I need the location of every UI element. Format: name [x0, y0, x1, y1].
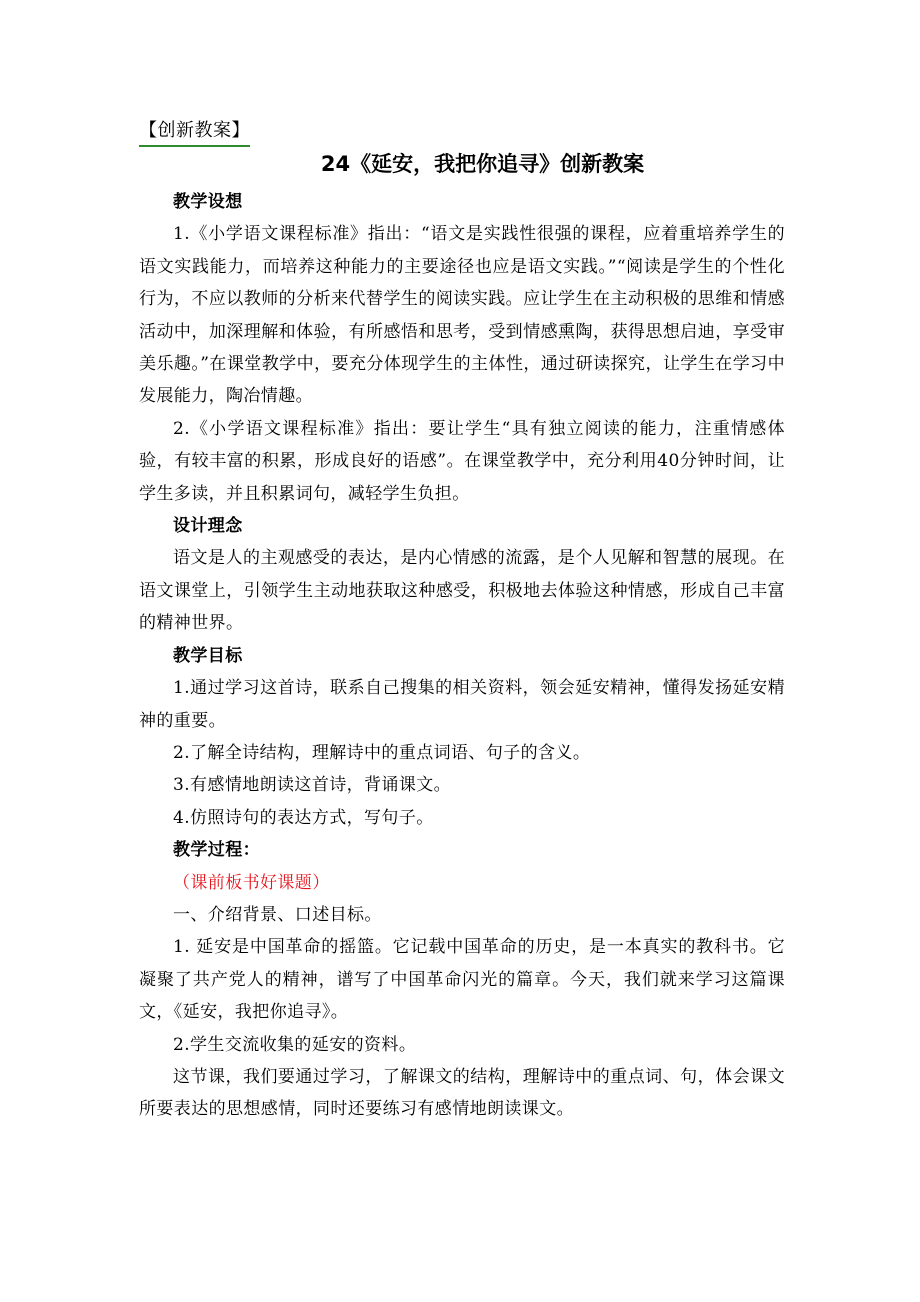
- paragraph: 2.《小学语文课程标准》指出：要让学生“具有独立阅读的能力，注重情感体验，有较丰富的积累，形成良好的语感”。在课堂教学中，充分利用40分钟时间，让学生多读，并且积累词句，减轻学生负担。: [139, 418, 785, 504]
- goal-item: 3.有感情地朗读这首诗，背诵课文。: [173, 775, 452, 796]
- document-tag: 【创新教案】: [139, 118, 250, 147]
- document-body: [139, 186, 785, 1126]
- paragraph: 语文是人的主观感受的表达，是内心情感的流露，是个人见解和智慧的展现。在语文课堂上，引领学生主动地获取这种感受，积极地去体验这种情感，形成自己丰富的精神世界。: [139, 548, 785, 634]
- section-heading-design-idea: 教学设想: [173, 192, 243, 212]
- goal-item: 2.了解全诗结构，理解诗中的重点词语、句子的含义。: [173, 742, 591, 763]
- board-note: （课前板书好课题）: [173, 872, 330, 893]
- section-heading-goals: 教学目标: [173, 645, 243, 666]
- paragraph: 2.学生交流收集的延安的资料。: [173, 1034, 417, 1055]
- goal-item: 4.仿照诗句的表达方式，写句子。: [173, 807, 434, 828]
- section-heading-design-concept: 设计理念: [173, 516, 243, 537]
- step-heading: 一、介绍背景、口述目标。: [173, 904, 382, 925]
- paragraph: 1. 延安是中国革命的摇篮。它记载中国革命的历史，是一本真实的教科书。它凝聚了共产党人的精神，谱写了中国革命闪光的篇章。今天，我们就来学习这篇课文，《延安，我把你追寻》。: [139, 937, 785, 1023]
- section-heading-process: 教学过程：: [173, 840, 260, 861]
- paragraph: 1.《小学语文课程标准》指出：“语文是实践性很强的课程，应着重培养学生的语文实践能力，而培养这种能力的主要途径也应是语文实践。”“阅读是学生的个性化行为，不应以教师的分析来代替学生的阅读实践。应让学生在主动积极的思维和情感活动中，加深理解和体验，有所感悟和思考，受到情感熏陶，获得思想启迪，享受审美乐趣。”在课堂教学中，要充分体现学生的主体性，通过研读探究，让学生在学习中发展能力，陶冶情趣。: [139, 224, 785, 407]
- goal-item: 1.通过学习这首诗，联系自己搜集的相关资料，领会延安精神，懂得发扬延安精神的重要。: [139, 678, 785, 731]
- paragraph: 这节课，我们要通过学习，了解课文的结构，理解诗中的重点词、句，体会课文所要表达的思想感情，同时还要练习有感情地朗读课文。: [139, 1066, 785, 1120]
- document-title: 24《延安，我把你追寻》创新教案: [320, 152, 645, 176]
